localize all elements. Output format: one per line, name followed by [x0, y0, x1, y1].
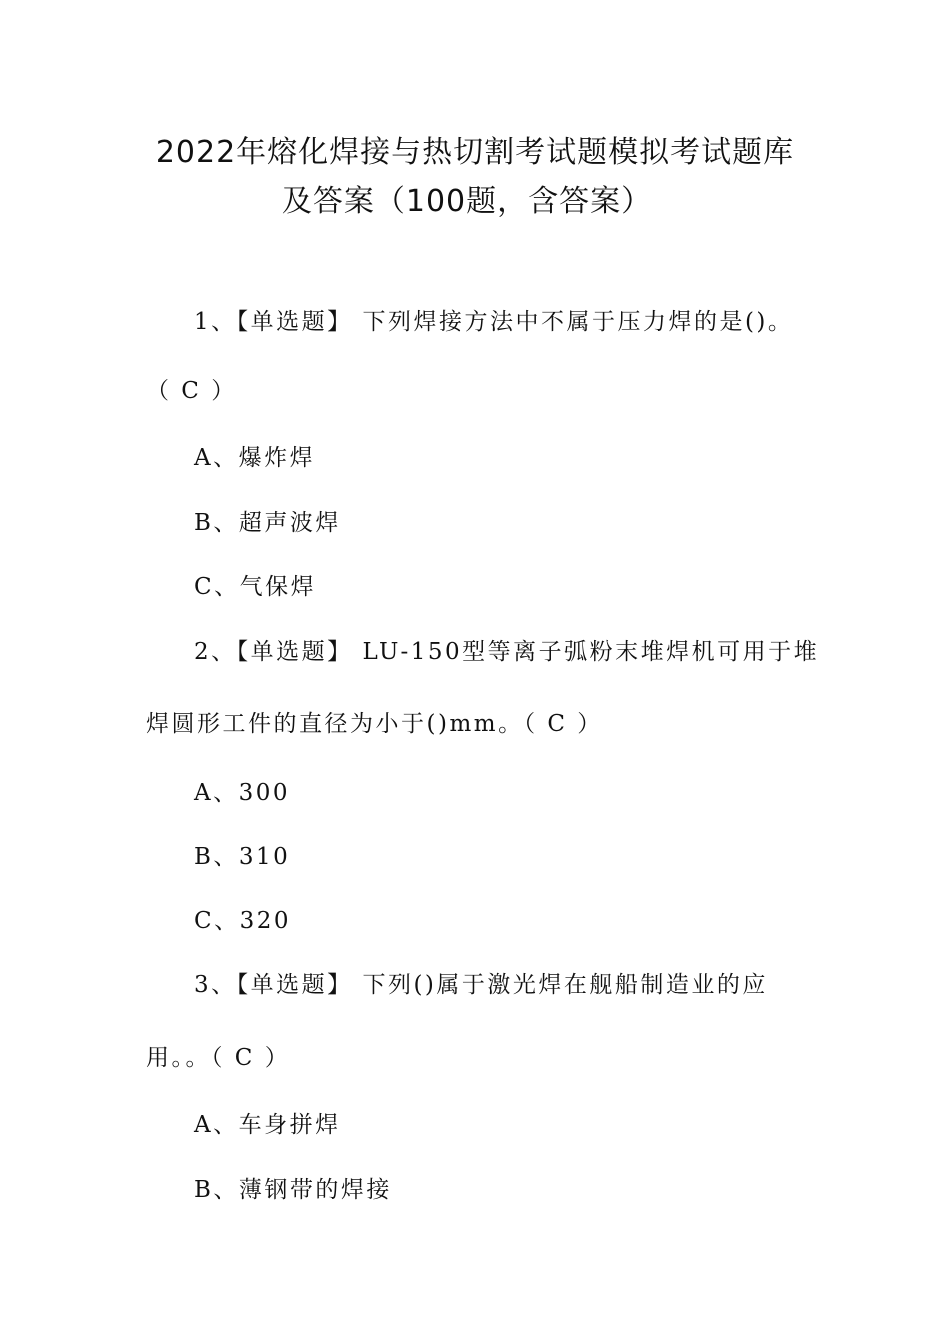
question-2-stem-continued: 焊圆形工件的直径为小于()mm。（ C ） — [146, 711, 603, 737]
question-1-option-c: C、气保焊 — [194, 574, 317, 600]
question-3-option-a: A、车身拼焊 — [194, 1112, 341, 1138]
question-2-option-c: C、320 — [194, 908, 291, 934]
document-title-line-1: 2022年熔化焊接与热切割考试题模拟考试题库 — [155, 135, 795, 170]
question-1-answer: （ C ） — [146, 378, 237, 404]
question-2-stem: 2、【单选题】 LU-150型等离子弧粉末堆焊机可用于堆 — [194, 639, 820, 665]
question-3-stem-continued: 用。。（ C ） — [146, 1045, 291, 1071]
question-3-stem: 3、【单选题】 下列()属于激光焊在舰船制造业的应 — [194, 972, 768, 998]
question-3-option-b: B、薄钢带的焊接 — [194, 1177, 392, 1203]
document-title-line-2: 及答案（100题，含答案） — [281, 184, 653, 219]
question-1-option-a: A、爆炸焊 — [194, 445, 316, 471]
question-2-option-b: B、310 — [194, 844, 291, 870]
question-1-option-b: B、超声波焊 — [194, 510, 341, 536]
question-1-stem: 1、【单选题】 下列焊接方法中不属于压力焊的是()。 — [194, 309, 794, 335]
question-2-option-a: A、300 — [194, 780, 291, 806]
